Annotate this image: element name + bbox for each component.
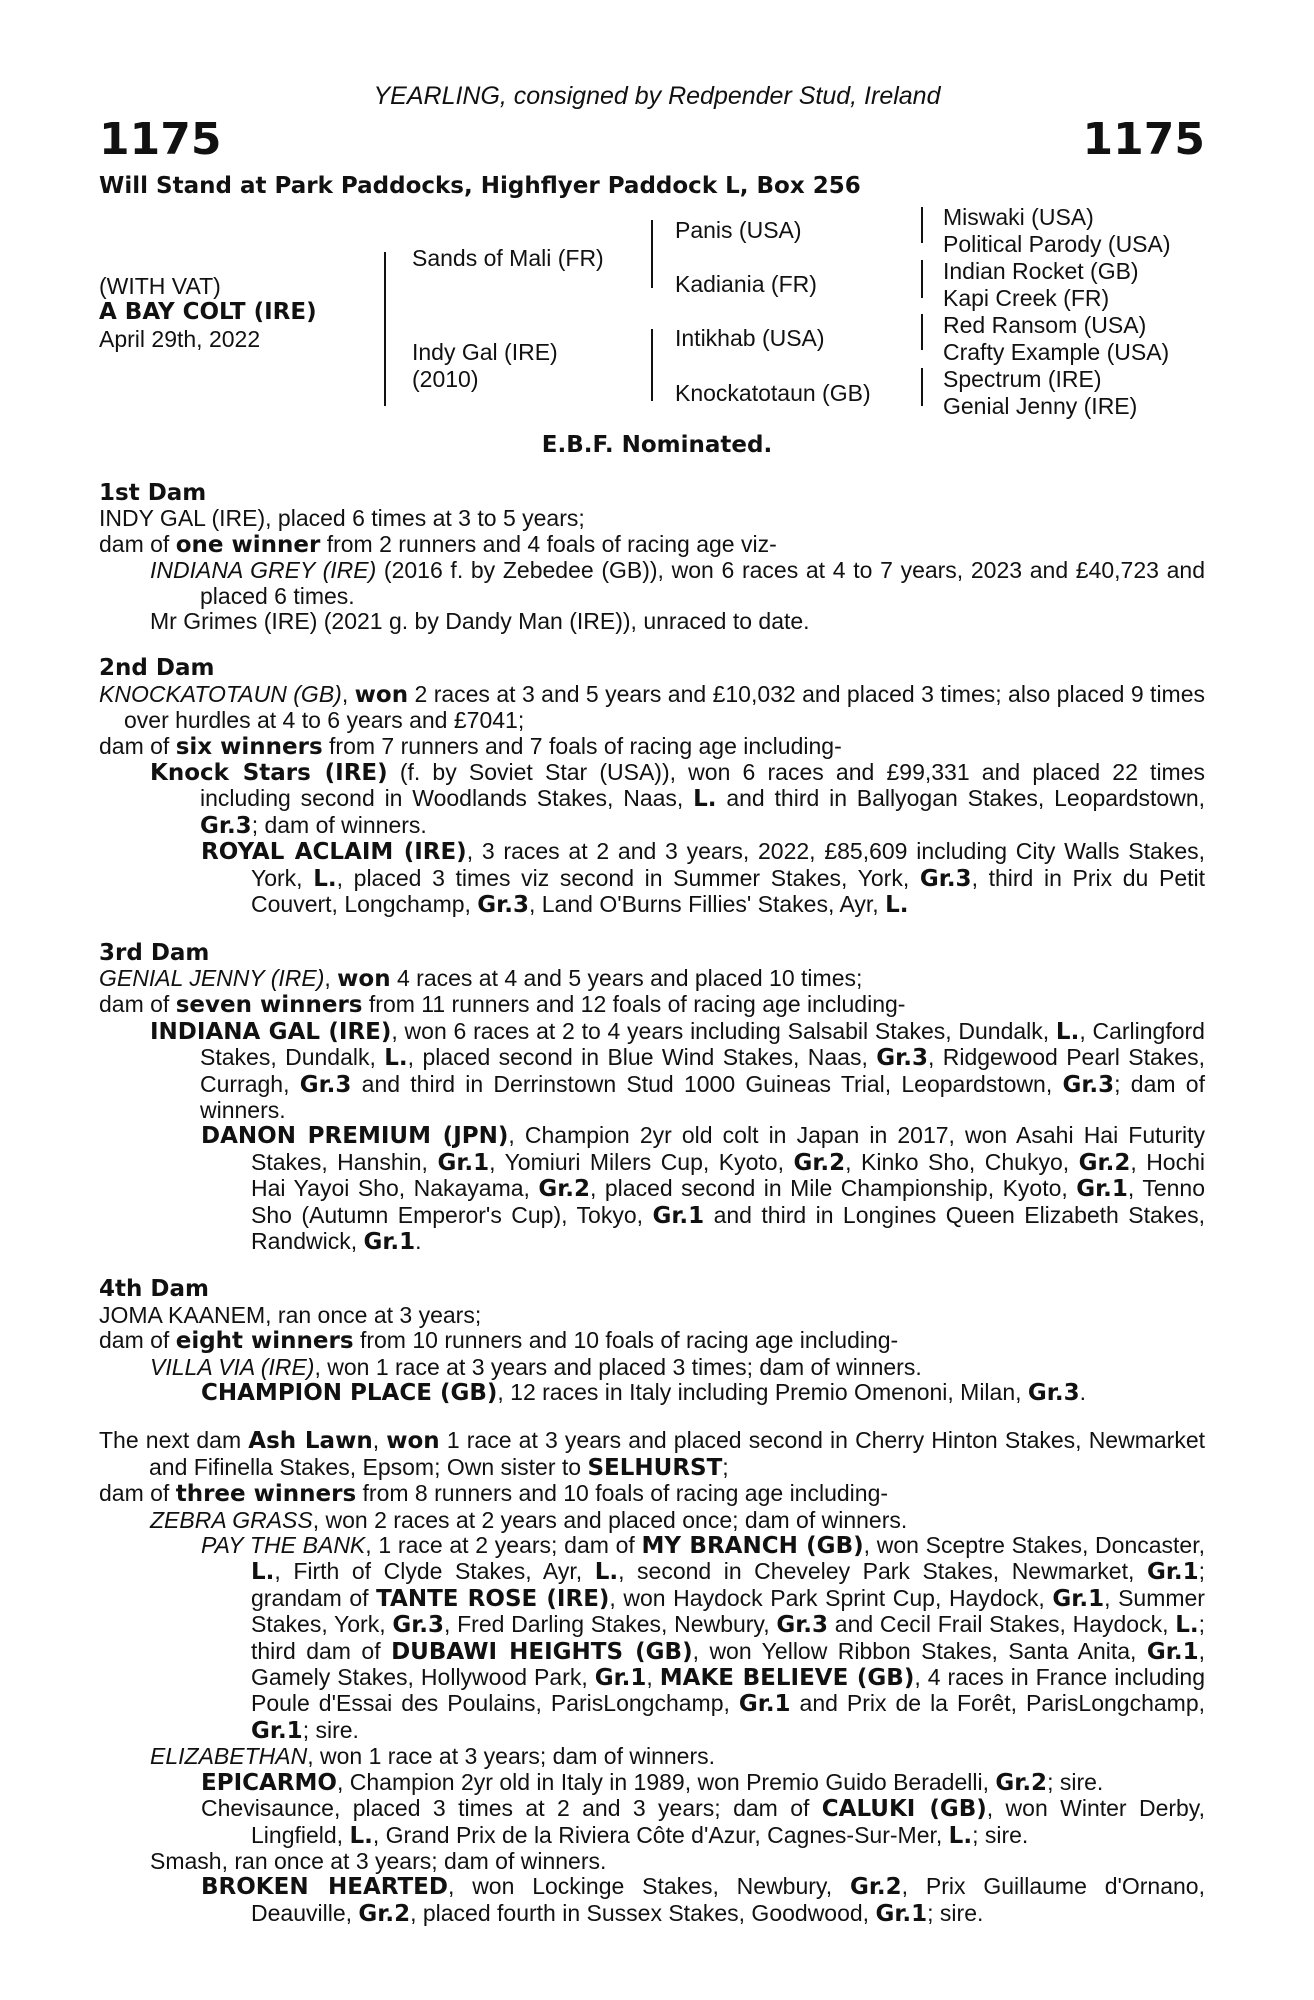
brace-sd bbox=[921, 260, 923, 298]
dam4-line-2: dam of eight winners from 10 runners and 10 foals of racing age including- bbox=[99, 1327, 899, 1355]
brace-ds bbox=[921, 314, 923, 350]
lot-number-right: 1175 bbox=[1082, 114, 1205, 165]
dam2-produce-2: ROYAL ACLAIM (IRE), 3 races at 2 and 3 years, 2022, £85,609 including City Walls Stakes, York, L., placed 3 times viz second in Summer Stakes, York, Gr.3, third in Prix du Petit Couvert, Longchamp, Gr.3, Land O'Burns Fillies' Stakes, Ayr, L. bbox=[201, 838, 1206, 919]
heading-1st-dam: 1st Dam bbox=[99, 480, 207, 506]
dam1-produce-1: INDIANA GREY (IRE) (2016 f. by Zebedee (GB)), won 6 races at 4 to 7 years, 2023 and £40,723 and placed 6 times. bbox=[150, 557, 1205, 609]
heading-2nd-dam: 2nd Dam bbox=[99, 655, 215, 682]
heading-3rd-dam: 3rd Dam bbox=[99, 939, 210, 966]
brace-ss bbox=[921, 207, 923, 243]
foaling-date: April 29th, 2022 bbox=[99, 326, 261, 352]
dam2-produce-1: Knock Stars (IRE) (f. by Soviet Star (USA)), won 6 races and £99,331 and placed 22 times including second in Woodlands Stakes, Naas, L. and third in Ballyogan Stakes, Leopardstown, Gr.3; dam of winners. bbox=[150, 759, 1206, 839]
dam1-line-1: INDY GAL (IRE), placed 6 times at 3 to 5 years; bbox=[99, 505, 585, 532]
heading-4th-dam: 4th Dam bbox=[99, 1276, 209, 1303]
dam-dam: Knockatotaun (GB) bbox=[675, 380, 871, 406]
dam3-line-1: GENIAL JENNY (IRE), won 4 races at 4 and 5 years and placed 10 times; bbox=[99, 964, 863, 992]
dd-sire: Spectrum (IRE) bbox=[943, 366, 1102, 392]
dam3-produce-2: DANON PREMIUM (JPN), Champion 2yr old colt in Japan in 2017, won Asahi Hai Futurity Stakes, Hanshin, Gr.1, Yomiuri Milers Cup, Kyoto, Gr.2, Kinko Sho, Chukyo, Gr.2, Hochi Hai Yayoi Sho, Nakayama, Gr.2, placed second in Mile Championship, Kyoto, Gr.1, Tenno Sho (Autumn Emperor's Cup), Tokyo, Gr.1 and third in Longines Queen Elizabeth Stakes, Randwick, Gr.1. bbox=[201, 1122, 1205, 1255]
brace-dam bbox=[651, 329, 653, 401]
next-produce-3: ELIZABETHAN, won 1 race at 3 years; dam of winners. bbox=[150, 1743, 716, 1770]
dam-name: Indy Gal (IRE) bbox=[412, 339, 558, 365]
dam4-produce-2: CHAMPION PLACE (GB), 12 races in Italy including Premio Omenoni, Milan, Gr.3. bbox=[201, 1379, 1086, 1406]
next-produce-6: Smash, ran once at 3 years; dam of winners. bbox=[150, 1847, 607, 1874]
dam2-line-2: dam of six winners from 7 runners and 7 foals of racing age including- bbox=[99, 732, 842, 760]
dam-year: (2010) bbox=[412, 366, 479, 392]
ds-dam: Crafty Example (USA) bbox=[943, 339, 1170, 365]
next-produce-4: EPICARMO, Champion 2yr old in Italy in 1989, won Premio Guido Beradelli, Gr.2; sire. bbox=[201, 1768, 1104, 1796]
lot-number-left: 1175 bbox=[99, 114, 222, 165]
next-dam-line-2: dam of three winners from 8 runners and 10 foals of racing age including- bbox=[99, 1480, 889, 1508]
dam1-produce-2: Mr Grimes (IRE) (2021 g. by Dandy Man (IRE)), unraced to date. bbox=[150, 608, 810, 635]
next-produce-1: ZEBRA GRASS, won 2 races at 2 years and placed once; dam of winners. bbox=[150, 1506, 908, 1533]
consignor-line: YEARLING, consigned by Redpender Stud, Ireland bbox=[373, 82, 941, 110]
next-produce-7: BROKEN HEARTED, won Lockinge Stakes, Newbury, Gr.2, Prix Guillaume d'Ornano, Deauville, Gr.2, placed fourth in Sussex Stakes, Goodwood, Gr.1; sire. bbox=[201, 1873, 1205, 1927]
dam1-line-2: dam of one winner from 2 runners and 4 foals of racing age viz- bbox=[99, 530, 777, 558]
ss-sire: Miswaki (USA) bbox=[943, 204, 1094, 230]
ds-sire: Red Ransom (USA) bbox=[943, 312, 1147, 338]
dam4-line-1: JOMA KAANEM, ran once at 3 years; bbox=[99, 1301, 482, 1328]
dd-dam: Genial Jenny (IRE) bbox=[943, 393, 1138, 419]
dam4-produce-1: VILLA VIA (IRE), won 1 race at 3 years and placed 3 times; dam of winners. bbox=[150, 1353, 922, 1380]
sire-dam: Kadiania (FR) bbox=[675, 271, 817, 297]
dam3-line-2: dam of seven winners from 11 runners and 12 foals of racing age including- bbox=[99, 991, 906, 1019]
sire-name: Sands of Mali (FR) bbox=[412, 245, 604, 271]
next-dam-line-1: The next dam Ash Lawn, won 1 race at 3 years and placed second in Cherry Hinton Stakes, Newmarket and Fifinella Stakes, Epsom; Own sister to SELHURST; bbox=[99, 1427, 1206, 1481]
dam2-line-1: KNOCKATOTAUN (GB), won 2 races at 3 and 5 years and £10,032 and placed 3 times; also placed 9 times over hurdles at 4 to 6 years and £7041; bbox=[99, 680, 1206, 734]
stand-location: Will Stand at Park Paddocks, Highflyer Paddock L, Box 256 bbox=[99, 173, 861, 199]
vat-note: (WITH VAT) bbox=[99, 273, 221, 299]
ebf-nominated: E.B.F. Nominated. bbox=[541, 432, 773, 458]
brace-sire bbox=[651, 220, 653, 288]
next-produce-2: PAY THE BANK, 1 race at 2 years; dam of MY BRANCH (GB), won Sceptre Stakes, Doncaster, L., Firth of Clyde Stakes, Ayr, L., second in Cheveley Park Stakes, Newmarket, Gr.1; grandam of TANTE ROSE (IRE), won Haydock Park Sprint Cup, Haydock, Gr.1, Summer Stakes, York, Gr.3, Fred Darling Stakes, Newbury, Gr.3 and Cecil Frail Stakes, Haydock, L.; third dam of DUBAWI HEIGHTS (GB), won Yellow Ribbon Stakes, Santa Anita, Gr.1, Gamely Stakes, Hollywood Park, Gr.1, MAKE BELIEVE (GB), 4 races in France including Poule d'Essai des Poulains, ParisLongchamp, Gr.1 and Prix de la Forêt, ParisLongchamp, Gr.1; sire. bbox=[201, 1532, 1206, 1744]
next-produce-5: Chevisaunce, placed 3 times at 2 and 3 years; dam of CALUKI (GB), won Winter Derby, Lingfield, L., Grand Prix de la Riviera Côte d'Azur, Cagnes-Sur-Mer, L.; sire. bbox=[201, 1795, 1205, 1849]
dam-sire: Intikhab (USA) bbox=[675, 325, 825, 351]
ss-dam: Political Parody (USA) bbox=[943, 231, 1171, 257]
horse-name: A BAY COLT (IRE) bbox=[99, 299, 317, 325]
dam3-produce-1: INDIANA GAL (IRE), won 6 races at 2 to 4 years including Salsabil Stakes, Dundalk, L., Carlingford Stakes, Dundalk, L., placed second in Blue Wind Stakes, Naas, Gr.3, Ridgewood Pearl Stakes, Curragh, Gr.3 and third in Derrinstown Stud 1000 Guineas Trial, Leopardstown, Gr.3; dam of winners. bbox=[150, 1017, 1205, 1123]
sire-sire: Panis (USA) bbox=[675, 217, 802, 243]
catalogue-page-content bbox=[99, 481, 1205, 1927]
sd-dam: Kapi Creek (FR) bbox=[943, 285, 1110, 311]
sd-sire: Indian Rocket (GB) bbox=[943, 258, 1139, 284]
brace-main bbox=[384, 252, 386, 406]
brace-dd bbox=[921, 368, 923, 406]
